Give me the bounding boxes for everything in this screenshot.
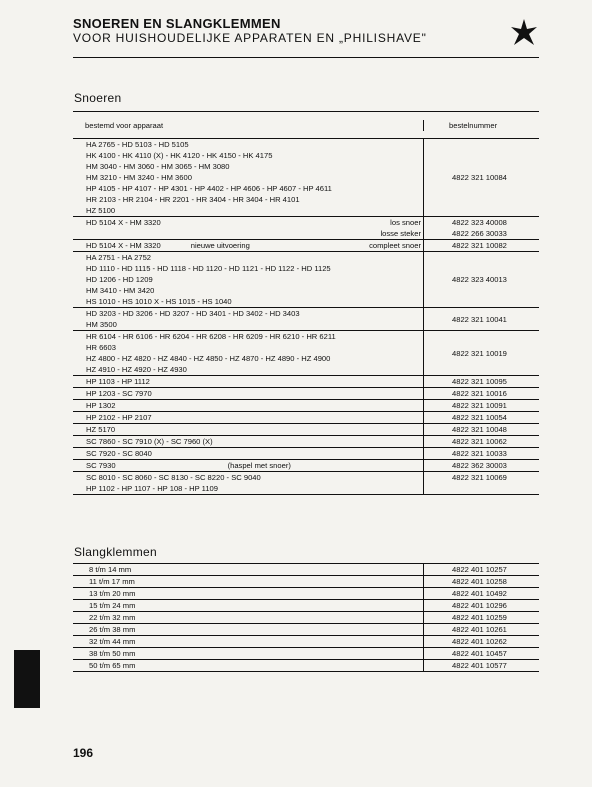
clamp-range-cell: 22 t/m 32 mm bbox=[89, 613, 136, 622]
bestelnummer-cell bbox=[423, 252, 539, 307]
line-with-note bbox=[86, 228, 423, 239]
table-header bbox=[73, 111, 539, 139]
column-header-bestelnummer: bestelnummer bbox=[423, 120, 539, 131]
bestelnummer-cell bbox=[423, 436, 539, 447]
model-list: HR 6104 - HR 6106 - HR 6204 - HR 6208 - HR 6209 - HR 6210 - HR 6211 bbox=[86, 332, 336, 341]
clamp-range-cell: 50 t/m 65 mm bbox=[89, 661, 136, 670]
part-number: 4822 321 10091 bbox=[452, 401, 507, 410]
apparaat-cell bbox=[73, 412, 423, 423]
model-list: HA 2751 - HA 2752 bbox=[86, 253, 152, 262]
variant-note: (haspel met snoer) bbox=[227, 461, 291, 470]
table-row bbox=[73, 648, 539, 660]
apparaat-cell bbox=[73, 424, 423, 435]
model-list: HZ 4800 - HZ 4820 - HZ 4840 - HZ 4850 - HZ 4870 - HZ 4890 - HZ 4900 bbox=[86, 354, 331, 363]
model-list: HA 2765 - HD 5103 - HD 5105 bbox=[86, 140, 189, 149]
model-list: HP 4105 - HP 4107 - HP 4301 - HP 4402 - HP 4606 - HP 4607 - HP 4611 bbox=[86, 184, 332, 193]
bestelnummer-cell bbox=[423, 308, 539, 330]
bestelnummer-cell bbox=[423, 472, 539, 494]
model-list: HP 1203 - SC 7970 bbox=[86, 389, 152, 398]
bestelnummer-cell bbox=[423, 376, 539, 387]
apparaat-cell bbox=[73, 331, 423, 375]
part-number: 4822 323 40008 bbox=[452, 218, 507, 227]
bestelnummer-cell bbox=[423, 240, 539, 251]
model-list-text: SC 7930 bbox=[86, 461, 116, 470]
bestelnummer-cell bbox=[423, 424, 539, 435]
thumb-index-tab bbox=[14, 650, 40, 708]
apparaat-cell bbox=[73, 308, 423, 330]
table-row bbox=[73, 139, 539, 217]
model-list: HZ 4910 - HZ 4920 - HZ 4930 bbox=[86, 365, 187, 374]
model-list bbox=[86, 460, 291, 471]
model-list: HR 2103 - HR 2104 - HR 2201 - HR 3404 - HR 3404 - HR 4101 bbox=[86, 195, 300, 204]
bestelnummer-cell: 4822 401 10261 bbox=[423, 624, 539, 635]
clamp-range-cell: 11 t/m 17 mm bbox=[89, 577, 135, 586]
model-list: HP 1302 bbox=[86, 401, 116, 410]
model-list: HM 3210 - HM 3240 - HM 3600 bbox=[86, 173, 192, 182]
page-header bbox=[73, 16, 539, 45]
model-list: HZ 5170 bbox=[86, 425, 116, 434]
table-row bbox=[73, 563, 539, 576]
apparaat-cell bbox=[73, 217, 423, 239]
bestelnummer-cell bbox=[423, 217, 539, 239]
part-number: 4822 362 30003 bbox=[452, 461, 507, 470]
slangklemmen-table bbox=[73, 563, 539, 672]
part-number: 4822 321 10054 bbox=[452, 413, 507, 422]
table-row bbox=[73, 412, 539, 424]
table-row bbox=[73, 424, 539, 436]
model-list: HD 1110 - HD 1115 - HD 1118 - HD 1120 - HD 1121 - HD 1122 - HD 1125 bbox=[86, 264, 331, 273]
bestelnummer-cell: 4822 401 10259 bbox=[423, 612, 539, 623]
model-list: SC 7920 - SC 8040 bbox=[86, 449, 152, 458]
apparaat-cell bbox=[73, 376, 423, 387]
part-number: 4822 321 10069 bbox=[452, 473, 507, 482]
model-list: HR 6603 bbox=[86, 343, 116, 352]
apparaat-cell bbox=[73, 139, 423, 216]
model-list: HZ 5100 bbox=[86, 206, 116, 215]
part-number: 4822 266 30033 bbox=[452, 229, 507, 238]
model-list-text: HD 5104 X - HM 3320 bbox=[86, 218, 161, 227]
bestelnummer-cell: 4822 401 10492 bbox=[423, 588, 539, 599]
model-list: SC 7860 - SC 7910 (X) - SC 7960 (X) bbox=[86, 437, 213, 446]
table-row bbox=[73, 388, 539, 400]
apparaat-cell bbox=[73, 472, 423, 494]
page-subtitle: VOOR HUISHOUDELIJKE APPARATEN EN „PHILISHAVE" bbox=[73, 31, 427, 45]
star-icon bbox=[510, 18, 538, 46]
bestelnummer-cell: 4822 401 10577 bbox=[423, 660, 539, 671]
model-list: HP 1102 - HP 1107 - HP 108 - HP 1109 bbox=[86, 484, 218, 493]
table-row bbox=[73, 308, 539, 331]
table-row bbox=[73, 660, 539, 672]
page-number: 196 bbox=[73, 746, 94, 760]
table-row bbox=[73, 331, 539, 376]
section-title-slangklemmen: Slangklemmen bbox=[74, 545, 157, 559]
table-row bbox=[73, 448, 539, 460]
table-row bbox=[73, 624, 539, 636]
part-number: 4822 321 10041 bbox=[452, 314, 507, 324]
model-list: HP 1103 - HP 1112 bbox=[86, 377, 150, 386]
table-row bbox=[73, 436, 539, 448]
apparaat-cell bbox=[73, 252, 423, 307]
apparaat-cell bbox=[73, 448, 423, 459]
clamp-range-cell: 38 t/m 50 mm bbox=[89, 649, 136, 658]
bestelnummer-cell bbox=[423, 388, 539, 399]
clamp-range-cell: 13 t/m 20 mm bbox=[89, 589, 136, 598]
bestelnummer-cell: 4822 401 10262 bbox=[423, 636, 539, 647]
apparaat-cell bbox=[73, 240, 423, 251]
apparaat-cell bbox=[73, 436, 423, 447]
model-list: SC 8010 - SC 8060 - SC 8130 - SC 8220 - SC 9040 bbox=[86, 473, 261, 482]
cord-note: los snoer bbox=[390, 218, 421, 227]
section-title-snoeren: Snoeren bbox=[74, 91, 122, 105]
clamp-range-cell: 8 t/m 14 mm bbox=[89, 565, 132, 574]
model-list: HM 3040 - HM 3060 - HM 3065 - HM 3080 bbox=[86, 162, 230, 171]
bestelnummer-cell: 4822 401 10296 bbox=[423, 600, 539, 611]
part-number: 4822 321 10033 bbox=[452, 449, 507, 458]
bestelnummer-cell bbox=[423, 412, 539, 423]
apparaat-cell bbox=[73, 460, 423, 471]
table-row bbox=[73, 472, 539, 495]
bestelnummer-cell bbox=[423, 139, 539, 216]
part-number: 4822 321 10048 bbox=[452, 425, 507, 434]
table-row bbox=[73, 600, 539, 612]
model-list: HD 3203 - HD 3206 - HD 3207 - HD 3401 - HD 3402 - HD 3403 bbox=[86, 309, 300, 318]
model-list: HD 1206 - HD 1209 bbox=[86, 275, 153, 284]
model-list: HP 2102 - HP 2107 bbox=[86, 413, 152, 422]
model-list: HM 3500 bbox=[86, 320, 117, 329]
line-with-note bbox=[86, 460, 423, 471]
table-row bbox=[73, 400, 539, 412]
model-list bbox=[86, 240, 250, 251]
part-number: 4822 321 10019 bbox=[452, 348, 507, 358]
bestelnummer-cell bbox=[423, 331, 539, 375]
header-rule bbox=[73, 57, 539, 58]
table-row bbox=[73, 588, 539, 600]
line-with-note bbox=[86, 240, 423, 251]
table-row bbox=[73, 636, 539, 648]
part-number: 4822 321 10062 bbox=[452, 437, 507, 446]
part-number: 4822 321 10016 bbox=[452, 389, 507, 398]
table-row bbox=[73, 240, 539, 252]
table-row bbox=[73, 612, 539, 624]
line-with-note bbox=[86, 217, 423, 228]
clamp-range-cell: 32 t/m 44 mm bbox=[89, 637, 136, 646]
table-row bbox=[73, 460, 539, 472]
clamp-range-cell: 26 t/m 38 mm bbox=[89, 625, 136, 634]
part-number: 4822 321 10082 bbox=[452, 241, 507, 250]
bestelnummer-cell bbox=[423, 448, 539, 459]
bestelnummer-cell: 4822 401 10457 bbox=[423, 648, 539, 659]
cord-note: compleet snoer bbox=[369, 241, 421, 250]
column-header-apparaat: bestemd voor apparaat bbox=[85, 120, 164, 130]
model-list-text: HD 5104 X - HM 3320 bbox=[86, 241, 161, 250]
clamp-range-cell: 15 t/m 24 mm bbox=[89, 601, 136, 610]
cord-note: losse steker bbox=[380, 229, 421, 238]
snoeren-table bbox=[73, 111, 539, 495]
part-number: 4822 321 10095 bbox=[452, 377, 507, 386]
model-list: HS 1010 - HS 1010 X - HS 1015 - HS 1040 bbox=[86, 297, 232, 306]
model-list bbox=[86, 217, 161, 228]
part-number: 4822 321 10084 bbox=[452, 173, 507, 182]
apparaat-cell bbox=[73, 388, 423, 399]
table-row bbox=[73, 376, 539, 388]
bestelnummer-cell: 4822 401 10257 bbox=[423, 564, 539, 575]
bestelnummer-cell bbox=[423, 460, 539, 471]
part-number: 4822 323 40013 bbox=[452, 275, 507, 284]
table-row bbox=[73, 252, 539, 308]
model-list: HM 3410 - HM 3420 bbox=[86, 286, 155, 295]
page-title: SNOEREN EN SLANGKLEMMEN bbox=[73, 16, 281, 31]
table-row bbox=[73, 217, 539, 240]
model-list: HK 4100 - HK 4110 (X) - HK 4120 - HK 4150 - HK 4175 bbox=[86, 151, 273, 160]
bestelnummer-cell bbox=[423, 400, 539, 411]
variant-note: nieuwe uitvoering bbox=[190, 241, 250, 250]
apparaat-cell bbox=[73, 400, 423, 411]
bestelnummer-cell: 4822 401 10258 bbox=[423, 576, 539, 587]
table-row bbox=[73, 576, 539, 588]
